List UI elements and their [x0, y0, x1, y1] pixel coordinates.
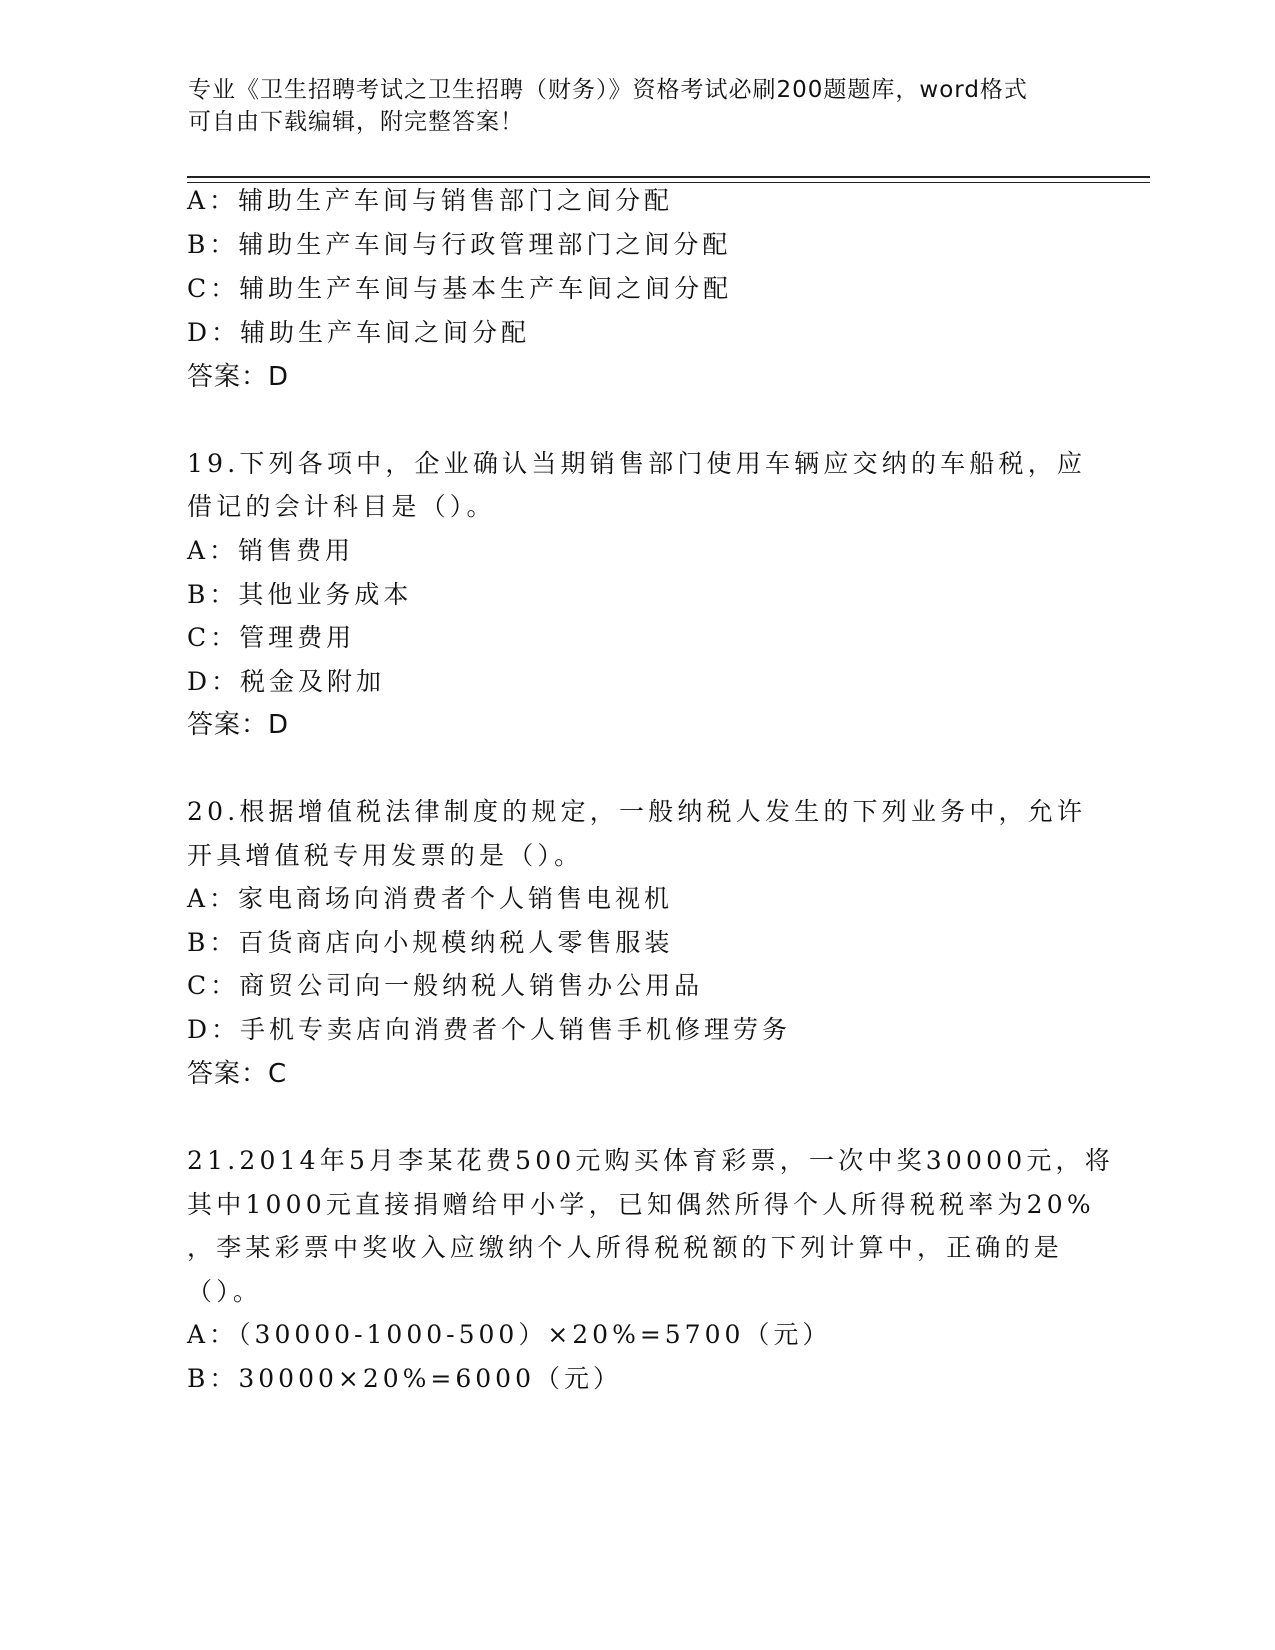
q21-stem-line-1: 21.2014年5月李某花费500元购买体育彩票，一次中奖30000元，将 — [187, 1146, 1114, 1175]
q21-option-b: B：30000×20%=6000（元） — [187, 1364, 622, 1393]
q20-answer: 答案：C — [187, 1059, 288, 1089]
q20-option-d: D：手机专卖店向消费者个人销售手机修理劳务 — [187, 1015, 792, 1044]
header-line-1: 专业《卫生招聘考试之卫生招聘（财务）》资格考试必刷200题题库，word格式 — [188, 77, 1028, 103]
q20-option-c: C：商贸公司向一般纳税人销售办公用品 — [187, 971, 704, 1000]
q19-option-a: A：销售费用 — [187, 536, 355, 565]
q19-option-b: B：其他业务成本 — [187, 580, 413, 609]
q19-option-c: C：管理费用 — [187, 623, 356, 652]
q19-stem-line-1: 19.下列各项中，企业确认当期销售部门使用车辆应交纳的车船税，应 — [187, 449, 1087, 478]
q18-option-a: A：辅助生产车间与销售部门之间分配 — [187, 186, 674, 215]
document-header — [188, 74, 1068, 138]
q21-stem-line-2: 其中1000元直接捐赠给甲小学，已知偶然所得个人所得税税率为20% — [187, 1190, 1095, 1219]
q21-stem-line-3: ，李某彩票中奖收入应缴纳个人所得税税额的下列计算中，正确的是 — [187, 1233, 1064, 1262]
q21-stem-line-4: （）。 — [187, 1277, 263, 1306]
q20-option-a: A：家电商场向消费者个人销售电视机 — [187, 884, 674, 913]
q21-option-a: A：（30000-1000-500）×20%=5700（元） — [187, 1320, 832, 1349]
q20-stem-line-1: 20.根据增值税法律制度的规定，一般纳税人发生的下列业务中，允许 — [187, 797, 1087, 826]
q20-stem-line-2: 开具增值税专用发票的是（）。 — [187, 841, 584, 870]
q18-option-d: D：辅助生产车间之间分配 — [187, 318, 531, 347]
q18-option-b: B：辅助生产车间与行政管理部门之间分配 — [187, 230, 732, 259]
q19-stem-line-2: 借记的会计科目是（）。 — [187, 492, 496, 521]
q20-option-b: B：百货商店向小规模纳税人零售服装 — [187, 928, 674, 957]
header-divider — [187, 176, 1150, 178]
header-divider-thin — [187, 182, 1150, 183]
q19-option-d: D：税金及附加 — [187, 667, 386, 696]
q18-answer: 答案：D — [187, 362, 290, 392]
q19-answer: 答案：D — [187, 710, 290, 740]
header-line-2: 可自由下载编辑，附完整答案！ — [188, 109, 524, 135]
q18-option-c: C：辅助生产车间与基本生产车间之间分配 — [187, 274, 733, 303]
